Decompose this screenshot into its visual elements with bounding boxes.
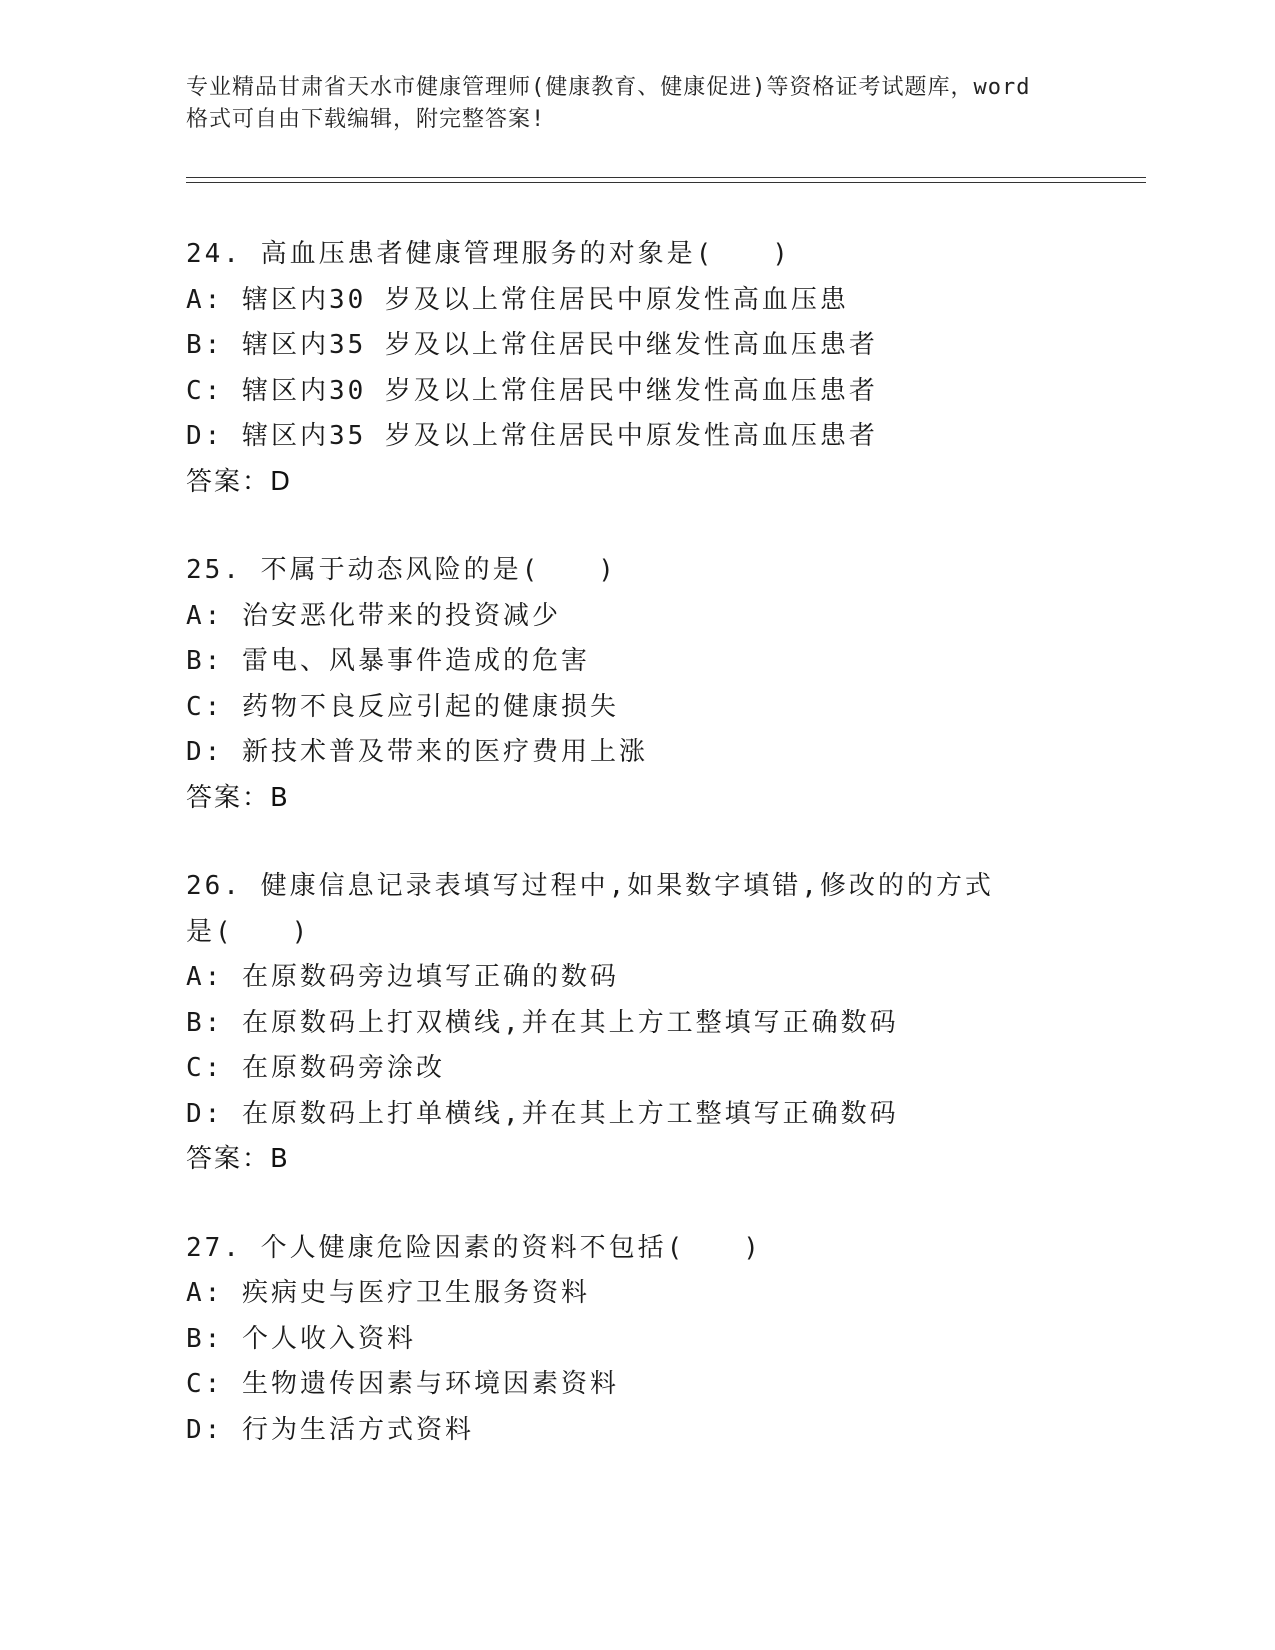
option-b: B: 在原数码上打双横线,并在其上方工整填写正确数码 [186,1007,899,1038]
option-a: A: 疾病史与医疗卫生服务资料 [186,1278,590,1308]
answer: 答案：D [186,466,293,497]
answer: 答案：B [186,782,290,813]
question-stem: 25. 不属于动态风险的是( ) [186,555,617,585]
option-d: D: 行为生活方式资料 [186,1414,474,1445]
option-a: A: 治安恶化带来的投资减少 [186,600,561,631]
question-stem: 24. 高血压患者健康管理服务的对象是( ) [186,239,791,269]
question-stem: 26. 健康信息记录表填写过程中,如果数字填错,修改的的方式是( ) [186,871,994,947]
option-d: D: 新技术普及带来的医疗费用上涨 [186,737,648,767]
option-b: B: 雷电、风暴事件造成的危害 [186,646,590,676]
question-26 [186,864,1146,1183]
header-line-2: 格式可自由下载编辑，附完整答案! [186,107,546,132]
option-b: B: 个人收入资料 [186,1323,416,1354]
question-27 [186,1226,1146,1454]
document-header [186,72,1086,136]
option-d: D: 在原数码上打单横线,并在其上方工整填写正确数码 [186,1098,899,1129]
option-b: B: 辖区内35 岁及以上常住居民中继发性高血压患者 [186,330,878,360]
header-line-1: 专业精品甘肃省天水市健康管理师(健康教育、健康促进)等资格证考试题库，word [186,75,1031,100]
answer: 答案：B [186,1144,290,1174]
option-a: A: 在原数码旁边填写正确的数码 [186,962,619,992]
question-stem: 27. 个人健康危险因素的资料不包括( ) [186,1232,762,1263]
option-c: C: 药物不良反应引起的健康损失 [186,691,619,722]
header-double-rule [186,177,1146,183]
question-list [186,232,1146,1496]
option-c: C: 生物遗传因素与环境因素资料 [186,1369,619,1399]
question-25 [186,548,1146,821]
option-c: C: 在原数码旁涂改 [186,1053,445,1083]
option-a: A: 辖区内30 岁及以上常住居民中原发性高血压患 [186,284,849,315]
option-d: D: 辖区内35 岁及以上常住居民中原发性高血压患者 [186,421,878,451]
question-24 [186,232,1146,505]
option-c: C: 辖区内30 岁及以上常住居民中继发性高血压患者 [186,375,878,406]
